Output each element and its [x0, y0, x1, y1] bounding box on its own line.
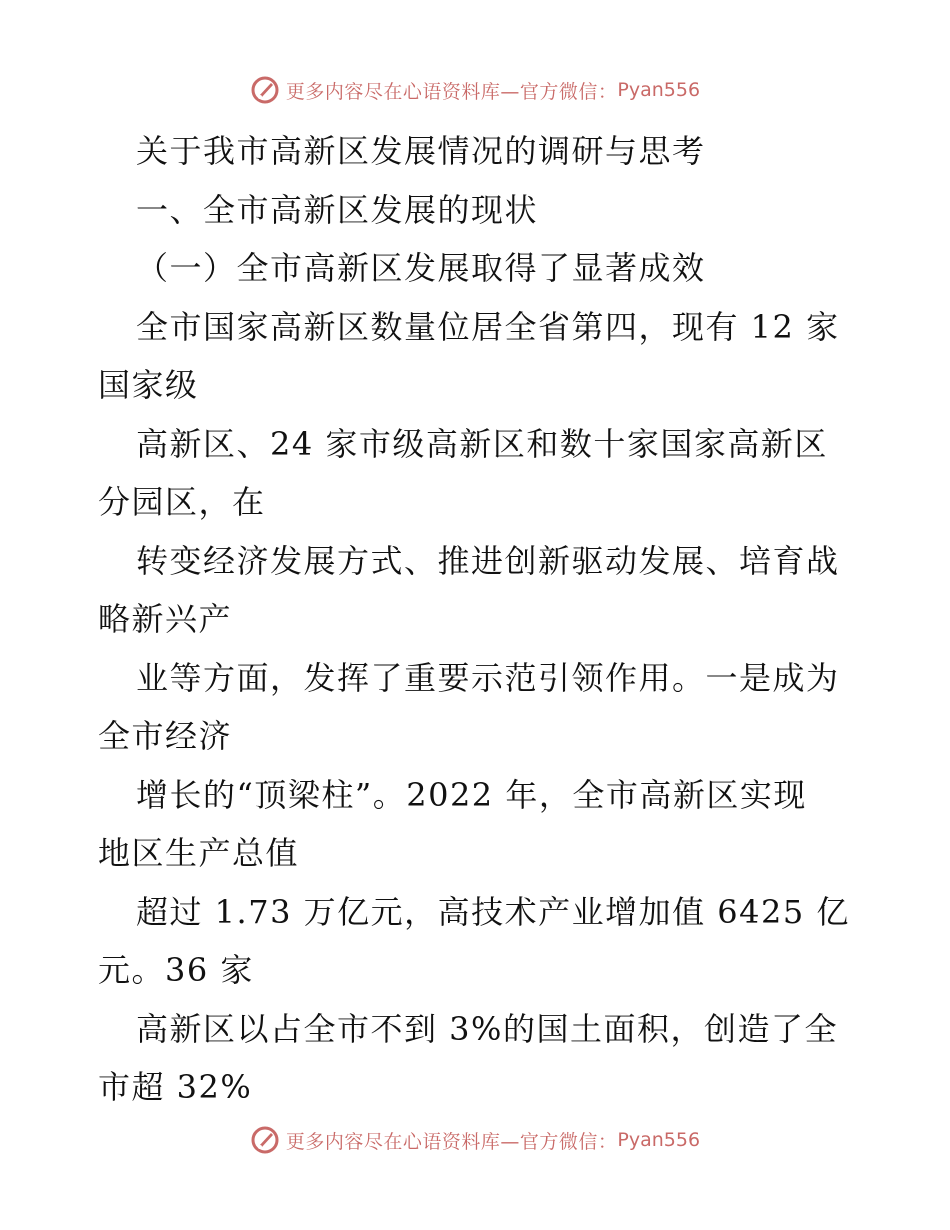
- text-line: 分园区，在: [98, 483, 266, 521]
- watermark-contact: Pyan556: [617, 79, 701, 101]
- text-line: 增长的“顶梁柱”。2022 年，全市高新区实现: [136, 775, 807, 814]
- watermark-contact: Pyan556: [617, 1129, 701, 1151]
- document-body: [98, 122, 858, 1117]
- document-title: 关于我市高新区发展情况的调研与思考: [136, 132, 706, 170]
- text-line: 业等方面，发挥了重要示范引领作用。一是成为: [136, 658, 840, 697]
- section-heading: 一、全市高新区发展的现状: [136, 190, 539, 229]
- text-line: 市超 32%: [98, 1068, 253, 1106]
- text-line: 全市经济: [98, 717, 233, 755]
- quill-logo-icon: [250, 75, 280, 105]
- watermark-footer: [0, 1120, 950, 1160]
- text-line: 高新区以占全市不到 3%的国土面积，创造了全: [136, 1009, 838, 1048]
- text-line: 高新区、24 家市级高新区和数十家国家高新区: [136, 424, 828, 463]
- quill-logo-icon: [250, 1125, 280, 1155]
- text-line: 地区生产总值: [98, 834, 300, 872]
- text-line: 元。36 家: [98, 951, 254, 989]
- text-line: 超过 1.73 万亿元，高技术产业增加值 6425 亿: [136, 892, 850, 931]
- text-line: 略新兴产: [98, 600, 233, 638]
- subsection-heading: （一）全市高新区发展取得了显著成效: [136, 249, 706, 287]
- text-line: 国家级: [98, 366, 199, 404]
- watermark-text: 更多内容尽在心语资料库—官方微信：: [285, 1130, 618, 1153]
- text-line: 全市国家高新区数量位居全省第四，现有 12 家: [136, 307, 840, 346]
- watermark-header: [0, 70, 950, 110]
- watermark-text: 更多内容尽在心语资料库—官方微信：: [285, 80, 618, 103]
- text-line: 转变经济发展方式、推进创新驱动发展、培育战: [136, 541, 840, 580]
